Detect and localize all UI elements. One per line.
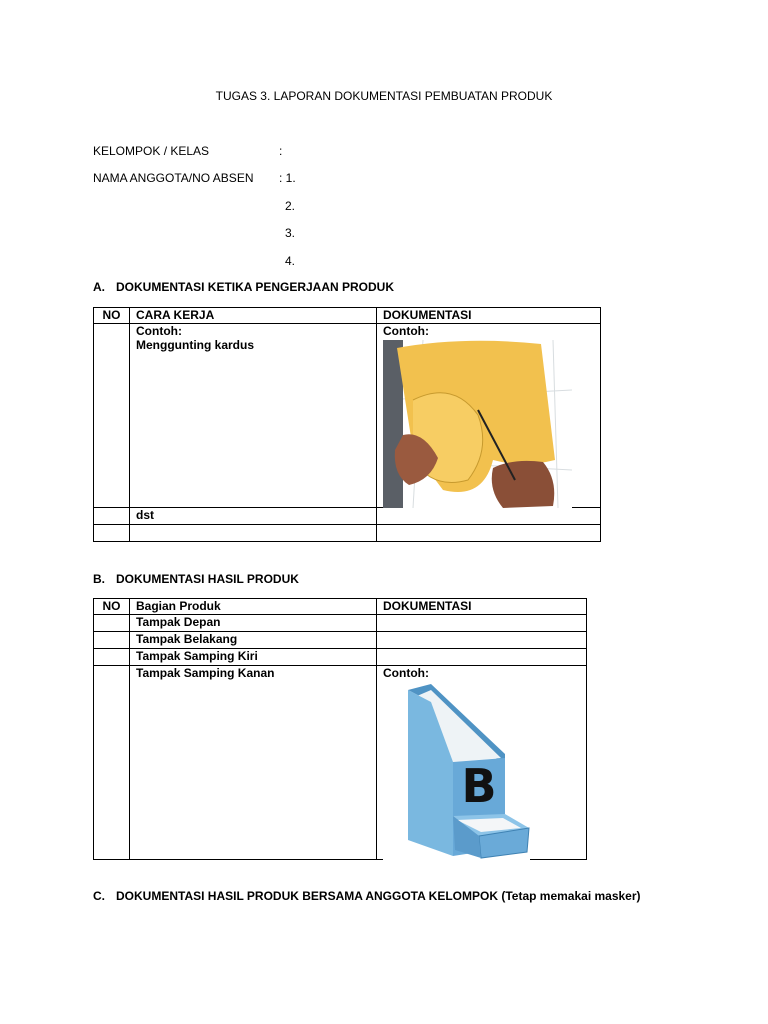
table-row [94, 615, 587, 632]
example-label: Contoh: [136, 324, 182, 338]
product-part-label: Tampak Samping Kanan [130, 666, 377, 860]
documentation-example-label: Contoh: [383, 324, 429, 338]
table-row [94, 632, 587, 649]
product-part-label: Tampak Samping Kiri [130, 649, 377, 666]
product-part-label: Tampak Belakang [130, 632, 377, 649]
cutting-cardboard-photo [383, 340, 572, 508]
dst-cell: dst [130, 508, 377, 525]
product-part-label: Tampak Depan [130, 615, 377, 632]
column-header-no: NO [94, 308, 130, 324]
kelompok-label: KELOMPOK / KELAS [93, 144, 210, 158]
box-letter: B [461, 759, 497, 813]
member-number-3: 3. [285, 226, 296, 240]
member-number-2: 2. [285, 199, 296, 213]
section-b-heading: DOKUMENTASI HASIL PRODUK [116, 572, 299, 586]
column-header-cara-kerja: CARA KERJA [130, 308, 377, 324]
section-c-heading: DOKUMENTASI HASIL PRODUK BERSAMA ANGGOTA KELOMPOK (Tetap memakai masker) [116, 889, 641, 903]
table-header-row [94, 308, 601, 324]
page-title: TUGAS 3. LAPORAN DOKUMENTASI PEMBUATAN PRODUK [215, 89, 553, 103]
nama-anggota-label: NAMA ANGGOTA/NO ABSEN [93, 171, 254, 185]
section-a-heading: DOKUMENTASI KETIKA PENGERJAAN PRODUK [116, 280, 395, 294]
section-b-letter: B. [93, 572, 105, 586]
documentation-example-label: Contoh: [383, 666, 429, 680]
column-header-dokumentasi: DOKUMENTASI [377, 599, 587, 615]
kelompok-separator: : [279, 144, 283, 158]
table-row [94, 525, 601, 542]
column-header-bagian-produk: Bagian Produk [130, 599, 377, 615]
column-header-dokumentasi: DOKUMENTASI [377, 308, 601, 324]
step-cell [130, 324, 377, 508]
member-number-4: 4. [285, 254, 296, 268]
example-step-text: Menggunting kardus [136, 338, 254, 352]
section-a-letter: A. [93, 280, 105, 294]
table-header-row [94, 599, 587, 615]
table-row [94, 649, 587, 666]
product-box-photo [383, 680, 530, 862]
row-number-cell [94, 324, 130, 508]
table-row [94, 508, 601, 525]
column-header-no: NO [94, 599, 130, 615]
member-number-1: : 1. [279, 171, 296, 185]
section-c-letter: C. [93, 889, 105, 903]
